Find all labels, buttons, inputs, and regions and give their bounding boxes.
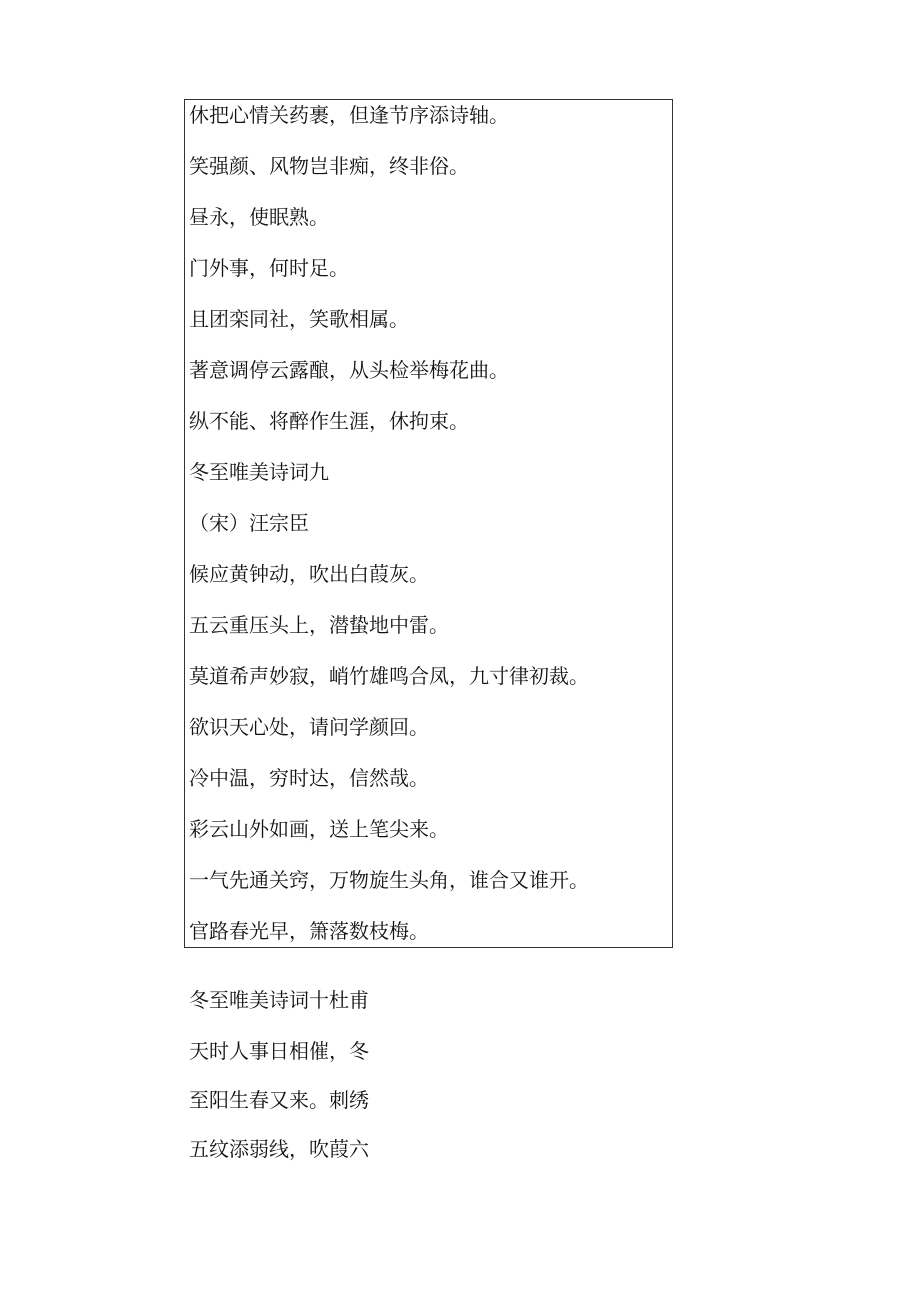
boxed-line: 彩云山外如画，送上笔尖来。 — [189, 817, 449, 841]
boxed-line: 昼永，使眠熟。 — [189, 205, 329, 229]
boxed-line: 门外事，何时足。 — [189, 256, 349, 280]
boxed-line: 笑强颜、风物岂非痴，终非俗。 — [189, 154, 469, 178]
boxed-line: 且团栾同社，笑歌相属。 — [189, 307, 409, 331]
boxed-line: 一气先通关窍，万物旋生头角，谁合又谁开。 — [189, 868, 589, 892]
boxed-line: 休把心情关药裹，但逢节序添诗轴。 — [189, 103, 509, 127]
poem-heading: 冬至唯美诗词十杜甫 — [189, 988, 369, 1012]
boxed-line: 莫道希声妙寂，峭竹雄鸣合凤，九寸律初裁。 — [189, 664, 589, 688]
poem-heading: 冬至唯美诗词九 — [189, 460, 329, 484]
boxed-line: 冷中温，穷时达，信然哉。 — [189, 766, 429, 790]
boxed-line: 欲识天心处，请问学颜回。 — [189, 715, 429, 739]
text-line: 五纹添弱线，吹葭六 — [189, 1137, 369, 1161]
boxed-line: 纵不能、将醉作生涯，休拘束。 — [189, 409, 469, 433]
boxed-line: 官路春光早，箫落数枝梅。 — [189, 919, 429, 943]
poem-text-box — [184, 99, 673, 948]
text-line: 至阳生春又来。刺绣 — [189, 1088, 369, 1112]
poem-author: （宋）汪宗臣 — [189, 511, 309, 535]
text-line: 天时人事日相催，冬 — [189, 1039, 369, 1063]
boxed-line: 著意调停云露酿，从头检举梅花曲。 — [189, 358, 509, 382]
boxed-line: 五云重压头上，潜蛰地中雷。 — [189, 613, 449, 637]
boxed-line: 候应黄钟动，吹出白葭灰。 — [189, 562, 429, 586]
